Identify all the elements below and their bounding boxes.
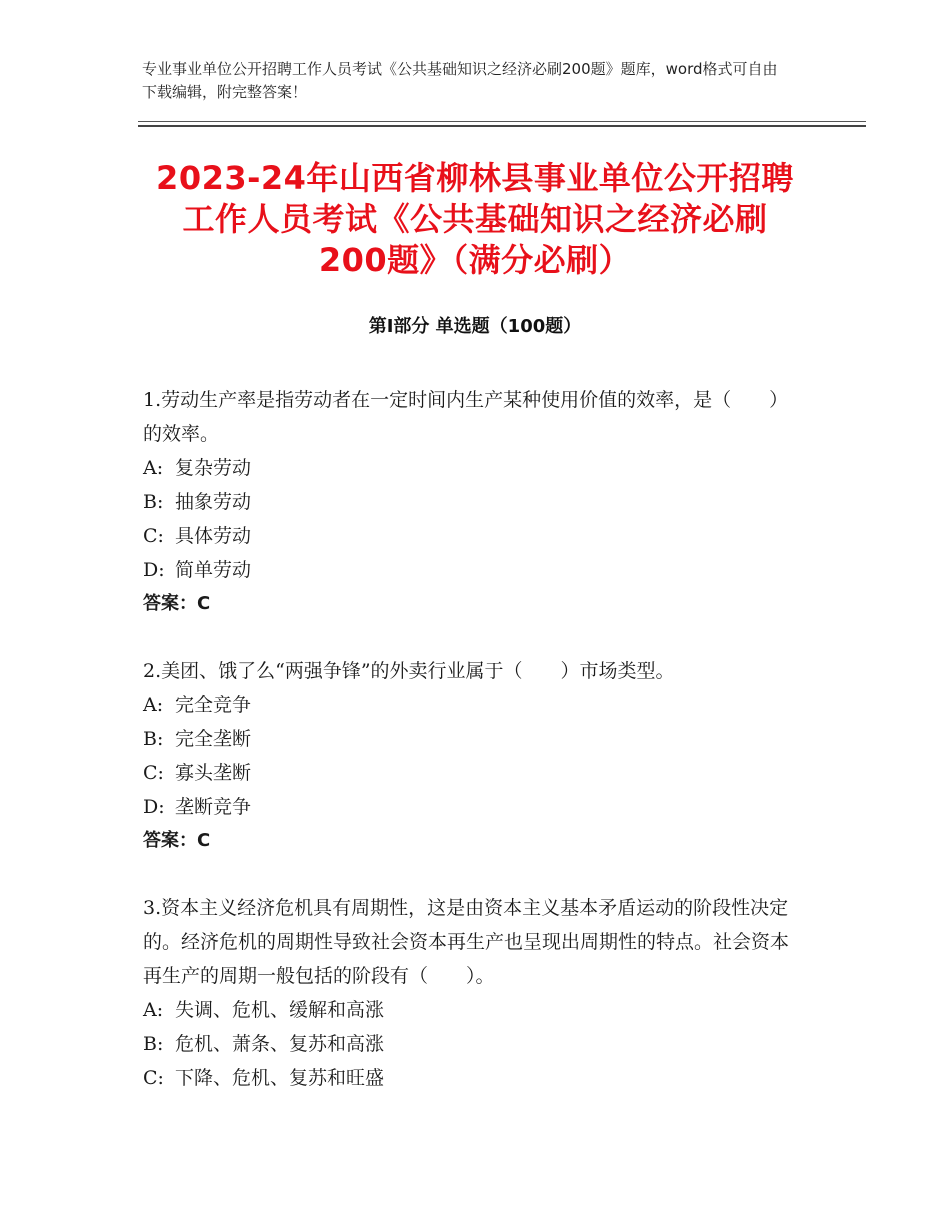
document-title: [100, 158, 850, 281]
spacer: [143, 858, 803, 891]
header-rule-thin: [138, 121, 866, 122]
option-c: [143, 756, 803, 790]
title-line-3: 200题》（满分必刷）: [318, 241, 632, 279]
option-text: 抽象劳动: [175, 491, 252, 513]
option-b: [143, 485, 803, 519]
option-text: 具体劳动: [175, 525, 252, 547]
question-2: [143, 654, 803, 858]
option-a: [143, 688, 803, 722]
question-text: 2.美团、饿了么“两强争锋”的外卖行业属于（ ）市场类型。: [143, 660, 675, 682]
option-label: B:: [143, 1033, 164, 1055]
option-c: [143, 519, 803, 553]
question-text: 1.劳动生产率是指劳动者在一定时间内生产某种使用价值的效率，是（ ）的效率。: [143, 389, 789, 445]
title-line-2: 工作人员考试《公共基础知识之经济必刷: [182, 200, 768, 238]
option-label: C:: [143, 525, 164, 547]
answer: 答案：C: [143, 593, 211, 614]
option-b: [143, 722, 803, 756]
option-a: [143, 993, 803, 1027]
option-label: B:: [143, 491, 164, 513]
option-label: A:: [143, 999, 164, 1021]
question-1: [143, 383, 803, 621]
header-rule-thick: [138, 125, 866, 127]
option-a: [143, 451, 803, 485]
option-label: D:: [143, 559, 165, 581]
question-list: [143, 383, 803, 1095]
option-text: 失调、危机、缓解和高涨: [175, 999, 385, 1021]
option-label: C:: [143, 1067, 164, 1089]
option-label: B:: [143, 728, 164, 750]
question-3: [143, 891, 803, 1095]
option-text: 下降、危机、复苏和旺盛: [175, 1067, 385, 1089]
option-text: 危机、萧条、复苏和高涨: [175, 1033, 385, 1055]
option-b: [143, 1027, 803, 1061]
page-header: 专业事业单位公开招聘工作人员考试《公共基础知识之经济必刷200题》题库，word格式可自由下载编辑，附完整答案！: [142, 60, 778, 101]
option-label: A:: [143, 694, 164, 716]
option-d: [143, 553, 803, 587]
spacer: [143, 621, 803, 654]
option-text: 垄断竞争: [175, 796, 252, 818]
option-text: 复杂劳动: [175, 457, 252, 479]
option-text: 完全竞争: [175, 694, 252, 716]
option-d: [143, 790, 803, 824]
section-heading: 第Ⅰ部分 单选题（100题）: [368, 316, 582, 337]
option-label: A:: [143, 457, 164, 479]
option-label: C:: [143, 762, 164, 784]
option-label: D:: [143, 796, 165, 818]
option-c: [143, 1061, 803, 1095]
option-text: 寡头垄断: [175, 762, 252, 784]
option-text: 完全垄断: [175, 728, 252, 750]
answer: 答案：C: [143, 830, 211, 851]
option-text: 简单劳动: [175, 559, 252, 581]
question-text: 3.资本主义经济危机具有周期性，这是由资本主义基本矛盾运动的阶段性决定的。经济危机的周期性导致社会资本再生产也呈现出周期性的特点。社会资本再生产的周期一般包括的阶段有（ ）。: [143, 897, 790, 987]
title-line-1: 2023-24年山西省柳林县事业单位公开招聘: [156, 159, 794, 197]
